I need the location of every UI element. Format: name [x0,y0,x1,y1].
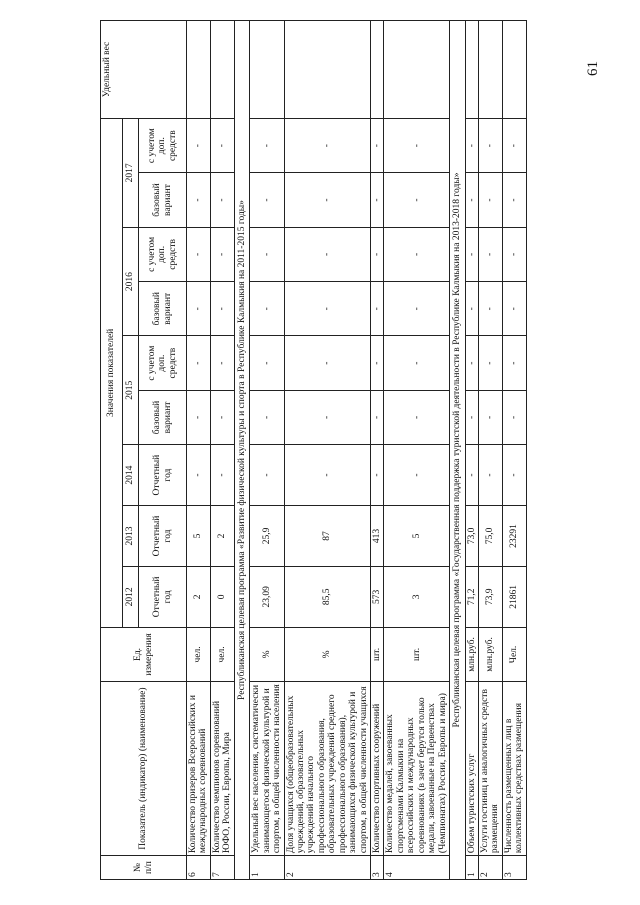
header-base: базовый вариант [139,390,187,444]
value-cell: - [502,227,526,281]
weight-cell [502,21,526,119]
value-cell: - [478,336,502,390]
value-cell: - [250,118,284,172]
header-reported: Отчетный год [139,566,187,627]
rotated-table-page [100,20,570,880]
value-cell: - [384,336,450,390]
indicator-name: Количество призеров Всероссийских и международных соревнований [187,682,211,856]
value-cell: - [465,173,478,227]
value-cell: - [284,336,371,390]
row-number: 3 [371,856,384,880]
value-cell: - [187,445,211,506]
indicator-name: Объем туристских услуг [465,682,478,856]
value-cell: - [284,282,371,336]
value-cell: - [384,118,450,172]
table-row [250,21,284,880]
indicator-name: Доля учащихся (общеобразовательных учреждений, образовательных учреждений начального профессионального образования, образовательных учреждений среднего профессионального образования), занимающихся физической культурой и спортом, в общей численности учащихся [284,682,371,856]
row-number: 1 [250,856,284,880]
value-cell: - [384,227,450,281]
weight-cell [384,21,450,119]
unit-cell: чел. [210,627,234,681]
value-cell: - [187,336,211,390]
value-cell: 23,09 [250,566,284,627]
value-cell: - [187,282,211,336]
row-number: 4 [384,856,450,880]
value-cell: - [210,390,234,444]
value-cell: - [284,227,371,281]
unit-cell: шт. [384,627,450,681]
header-year: 2017 [123,118,139,227]
value-cell: - [250,336,284,390]
value-cell: 5 [187,506,211,567]
program-title-row [234,21,249,880]
value-cell: - [210,227,234,281]
value-cell: 0 [210,566,234,627]
value-cell: - [284,118,371,172]
value-cell: - [284,445,371,506]
value-cell: 73,9 [478,566,502,627]
value-cell: - [502,173,526,227]
value-cell: - [502,118,526,172]
value-cell: - [371,390,384,444]
value-cell: 573 [371,566,384,627]
row-number: 6 [187,856,211,880]
header-base: базовый вариант [139,282,187,336]
unit-cell: чел. [187,627,211,681]
value-cell: - [478,118,502,172]
value-cell: - [371,227,384,281]
header-base: базовый вариант [139,173,187,227]
program-title-row [450,21,465,880]
value-cell: - [210,173,234,227]
value-cell: - [465,336,478,390]
value-cell: - [250,227,284,281]
value-cell: - [284,173,371,227]
value-cell: 3 [384,566,450,627]
table-row [502,21,526,880]
value-cell: - [478,445,502,506]
table-row [465,21,478,880]
indicator-name: Численность размещенных лиц в коллективных средствах размещения [502,682,526,856]
value-cell: - [210,445,234,506]
row-number: 3 [502,856,526,880]
value-cell: 21861 [502,566,526,627]
row-number: 1 [465,856,478,880]
weight-cell [210,21,234,119]
value-cell: 87 [284,506,371,567]
value-cell: - [465,390,478,444]
value-cell: - [210,336,234,390]
value-cell: - [250,390,284,444]
value-cell: - [210,282,234,336]
value-cell: 73,0 [465,506,478,567]
value-cell: - [187,173,211,227]
indicator-name: Количество спортивных сооружений [371,682,384,856]
header-no: № п/п [101,856,187,880]
row-number: 2 [478,856,502,880]
value-cell: - [371,445,384,506]
unit-cell: Чел. [502,627,526,681]
value-cell: 75,0 [478,506,502,567]
value-cell: - [371,336,384,390]
value-cell: 85,5 [284,566,371,627]
header-year: 2015 [123,336,139,445]
value-cell: 5 [384,506,450,567]
page-number: 61 [585,61,601,76]
value-cell: - [384,173,450,227]
indicator-name: Удельный вес населения, систематически занимающегося физической культурой и спортом, в общей численности населения [250,682,284,856]
row-number: 7 [210,856,234,880]
value-cell: - [478,390,502,444]
header-unit: Ед. измерения [101,627,187,681]
value-cell: - [384,282,450,336]
header-year: 2012 [123,566,139,627]
program-title: Республиканская целевая программа «Государственная поддержка туристской деятельности в Республике Калмыкия на 2013-2018 годы» [450,21,465,880]
header-extra: с учетом доп. средств [139,227,187,281]
value-cell: - [250,445,284,506]
value-cell: 2 [187,566,211,627]
header-extra: с учетом доп. средств [139,118,187,172]
header-reported: Отчетный год [139,445,187,506]
value-cell: - [465,282,478,336]
value-cell: - [187,390,211,444]
value-cell: - [502,336,526,390]
header-extra: с учетом доп. средств [139,336,187,390]
program-title: Республиканская целевая программа «Развитие физической культуры и спорта в Республике Калмыкия на 2011-2015 годы» [234,21,249,880]
value-cell: - [371,118,384,172]
header-year: 2014 [123,445,139,506]
value-cell: - [384,445,450,506]
weight-cell [187,21,211,119]
value-cell: - [284,390,371,444]
weight-cell [465,21,478,119]
table-row [478,21,502,880]
table-row [371,21,384,880]
value-cell: - [250,173,284,227]
value-cell: - [478,282,502,336]
table-row [284,21,371,880]
value-cell: 71,2 [465,566,478,627]
value-cell: - [371,173,384,227]
value-cell: 25,9 [250,506,284,567]
table-body [187,21,527,880]
indicator-name: Количество чемпионов соревнований ЮФО, России, Европы, Мира [210,682,234,856]
weight-cell [250,21,284,119]
header-weight: Удельный вес [101,21,187,119]
table-row [187,21,211,880]
header-values: Значения показателей [101,118,123,627]
value-cell: - [384,390,450,444]
value-cell: - [478,173,502,227]
unit-cell: шт. [371,627,384,681]
header-year: 2016 [123,227,139,336]
value-cell: - [502,282,526,336]
value-cell: - [465,118,478,172]
value-cell: - [502,390,526,444]
value-cell: - [502,445,526,506]
row-number: 2 [284,856,371,880]
header-year: 2013 [123,506,139,567]
value-cell: - [187,118,211,172]
weight-cell [284,21,371,119]
table-row [210,21,234,880]
weight-cell [478,21,502,119]
value-cell: - [465,227,478,281]
value-cell: - [187,227,211,281]
value-cell: - [250,282,284,336]
unit-cell: млн.руб. [478,627,502,681]
table-row [384,21,450,880]
value-cell: - [210,118,234,172]
indicator-name: Услуги гостиниц и аналогичных средств размещения [478,682,502,856]
value-cell: 413 [371,506,384,567]
indicator-name: Количество медалей, завоеванных спортсменами Калмыкии на всероссийских и международных соревнованиях (в зачет берутся только медали, завоеванные на Первенствах (Чемпионатах) России, Европы и мира) [384,682,450,856]
header-reported: Отчетный год [139,506,187,567]
value-cell: 2 [210,506,234,567]
value-cell: - [465,445,478,506]
header-indicator: Показатель (индикатор) (наименование) [101,682,187,856]
indicators-table [100,20,527,880]
value-cell: - [478,227,502,281]
weight-cell [371,21,384,119]
unit-cell: млн.руб. [465,627,478,681]
unit-cell: % [250,627,284,681]
value-cell: 23291 [502,506,526,567]
unit-cell: % [284,627,371,681]
value-cell: - [371,282,384,336]
